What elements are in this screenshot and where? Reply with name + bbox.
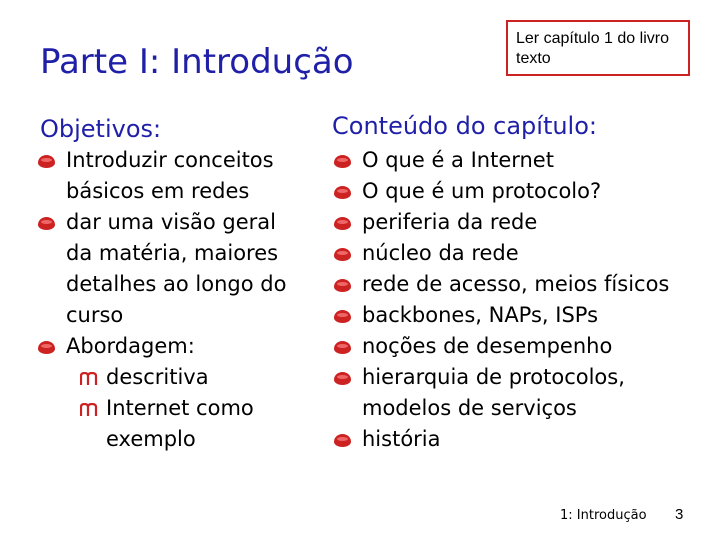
reading-note-box: Ler capítulo 1 do livro texto bbox=[506, 20, 690, 76]
list-item: backbones, NAPs, ISPs bbox=[326, 300, 669, 331]
list-item: Introduzir conceitos básicos em redes bbox=[30, 145, 286, 207]
bullet-icon bbox=[334, 248, 351, 261]
bullet-icon bbox=[334, 372, 351, 385]
sub-list-item: Internet como exemplo bbox=[30, 393, 286, 455]
bullet-icon bbox=[334, 434, 351, 447]
list-item: O que é um protocolo? bbox=[326, 176, 669, 207]
chapter-contents-heading: Conteúdo do capítulo: bbox=[332, 112, 597, 140]
bullet-icon bbox=[334, 217, 351, 230]
m-bullet-icon bbox=[80, 403, 98, 416]
objectives-heading: Objetivos: bbox=[40, 115, 162, 143]
bullet-icon bbox=[334, 279, 351, 292]
list-item: O que é a Internet bbox=[326, 145, 669, 176]
bullet-icon bbox=[334, 186, 351, 199]
slide-title: Parte I: Introdução bbox=[40, 42, 354, 82]
list-item: história bbox=[326, 424, 669, 455]
page-number: 3 bbox=[675, 506, 684, 523]
list-item: dar uma visão geral da matéria, maiores detalhes ao longo do curso bbox=[30, 207, 286, 331]
m-bullet-icon bbox=[80, 372, 98, 385]
list-item: noções de desempenho bbox=[326, 331, 669, 362]
list-item: hierarquia de protocolos, modelos de serviços bbox=[326, 362, 669, 424]
bullet-icon bbox=[334, 155, 351, 168]
bullet-icon bbox=[334, 341, 351, 354]
bullet-icon bbox=[38, 155, 55, 168]
bullet-icon bbox=[334, 310, 351, 323]
footer-section-label: 1: Introdução bbox=[560, 508, 647, 523]
bullet-icon bbox=[38, 341, 55, 354]
list-item: núcleo da rede bbox=[326, 238, 669, 269]
objectives-list bbox=[30, 145, 286, 455]
sub-list-item: descritiva bbox=[30, 362, 286, 393]
list-item: Abordagem: bbox=[30, 331, 286, 362]
list-item: rede de acesso, meios físicos bbox=[326, 269, 669, 300]
list-item: periferia da rede bbox=[326, 207, 669, 238]
bullet-icon bbox=[38, 217, 55, 230]
chapter-contents-list bbox=[326, 145, 669, 455]
